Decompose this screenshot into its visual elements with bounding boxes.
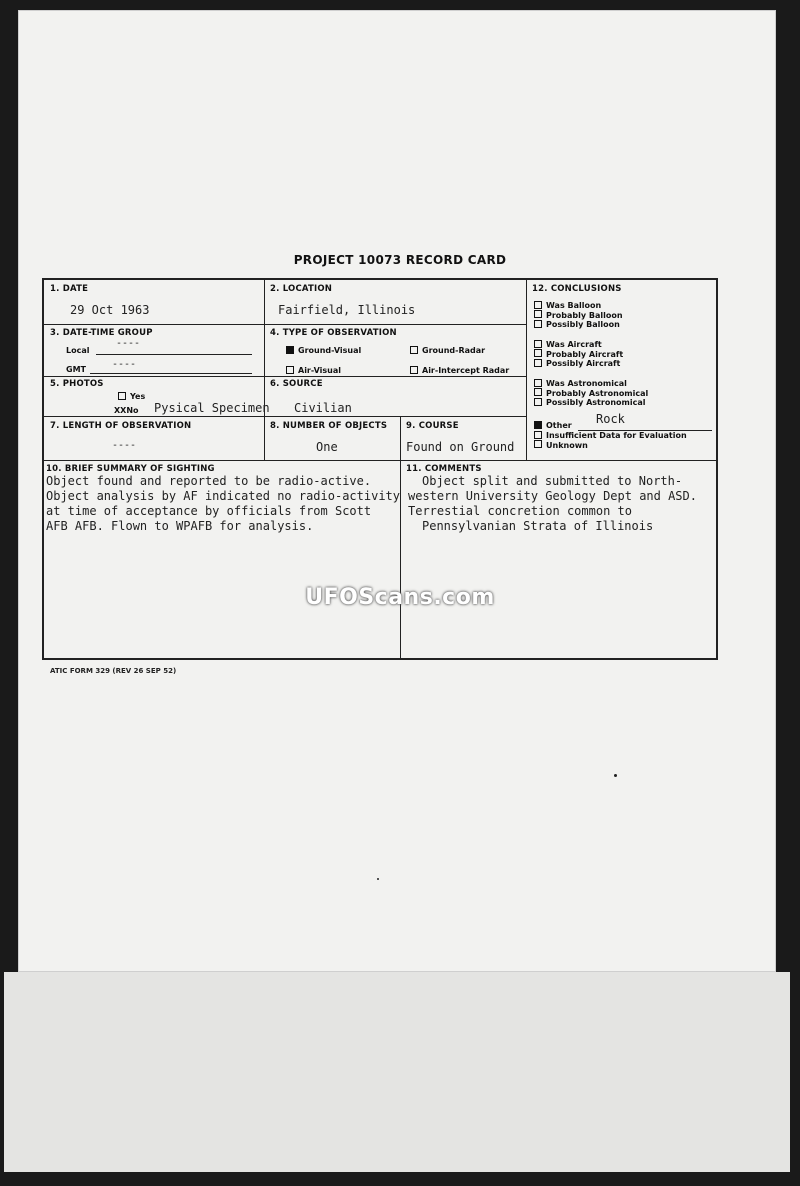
- type-of-observation-label: 4. TYPE OF OBSERVATION: [270, 328, 397, 338]
- summary-line: at time of acceptance by officials from Scott: [46, 504, 372, 518]
- gmt-label: GMT: [66, 365, 86, 374]
- source-value: Civilian: [294, 401, 352, 415]
- form-id: ATIC FORM 329 (REV 26 SEP 52): [50, 667, 177, 675]
- checkbox-icon: [534, 301, 542, 309]
- date-value: 29 Oct 1963: [70, 303, 150, 317]
- speck: [377, 878, 379, 880]
- conclusions-final-group: [534, 431, 687, 450]
- conclusion-insufficient-data[interactable]: Insufficient Data for Evaluation: [534, 431, 687, 441]
- conclusions-balloon-group: [534, 301, 623, 330]
- conclusion-other-value: Rock: [596, 412, 625, 426]
- page-lower-margin: [4, 972, 790, 1172]
- photos-note: Pysical Specimen: [154, 401, 270, 415]
- checkbox-icon: [534, 340, 542, 348]
- checkbox-icon: [534, 349, 542, 357]
- conclusions-label: 12. CONCLUSIONS: [532, 284, 622, 294]
- summary-line: AFB AFB. Flown to WPAFB for analysis.: [46, 519, 314, 533]
- comments-line: Terrestial concretion common to: [408, 504, 632, 518]
- checkbox-icon: [534, 431, 542, 439]
- local-label: Local: [66, 346, 90, 355]
- option-air-intercept-radar[interactable]: Air-Intercept Radar: [410, 366, 509, 375]
- summary-label: 10. BRIEF SUMMARY OF SIGHTING: [46, 464, 215, 474]
- comments-line: Object split and submitted to North-: [422, 474, 683, 488]
- course-label: 9. COURSE: [406, 421, 459, 431]
- number-of-objects-label: 8. NUMBER OF OBJECTS: [270, 421, 388, 431]
- checkbox-checked-icon: [534, 421, 542, 429]
- local-value: ----: [116, 338, 141, 349]
- photos-label: 5. PHOTOS: [50, 379, 104, 389]
- course-value: Found on Ground: [406, 440, 515, 454]
- conclusion-other[interactable]: Other: [534, 421, 572, 430]
- checkbox-icon: [286, 366, 294, 374]
- source-label: 6. SOURCE: [270, 379, 323, 389]
- location-label: 2. LOCATION: [270, 284, 333, 294]
- conclusion-possibly-aircraft[interactable]: Possibly Aircraft: [534, 359, 623, 369]
- checkbox-icon: [534, 379, 542, 387]
- comments-line: western University Geology Dept and ASD.: [408, 489, 697, 503]
- checkbox-icon: [410, 366, 418, 374]
- length-value: ----: [112, 440, 137, 451]
- number-of-objects-value: One: [316, 440, 338, 454]
- watermark: UFOScans.com: [305, 585, 495, 610]
- checkbox-icon: [118, 392, 126, 400]
- summary-line: Object found and reported to be radio-active.: [46, 474, 372, 488]
- checkbox-icon: [410, 346, 418, 354]
- date-time-group-label: 3. DATE-TIME GROUP: [50, 328, 153, 338]
- card-title: PROJECT 10073 RECORD CARD: [293, 253, 507, 267]
- checkbox-icon: [534, 359, 542, 367]
- conclusions-astronomical-group: [534, 379, 648, 408]
- checkbox-icon: [534, 310, 542, 318]
- conclusion-probably-balloon[interactable]: Probably Balloon: [534, 311, 623, 321]
- option-ground-radar[interactable]: Ground-Radar: [410, 346, 485, 355]
- comments-label: 11. COMMENTS: [406, 464, 482, 474]
- conclusion-was-aircraft[interactable]: Was Aircraft: [534, 340, 623, 350]
- conclusion-possibly-balloon[interactable]: Possibly Balloon: [534, 320, 623, 330]
- option-air-visual[interactable]: Air-Visual: [286, 366, 341, 375]
- location-value: Fairfield, Illinois: [278, 303, 416, 317]
- checkbox-icon: [534, 388, 542, 396]
- checkbox-icon: [534, 320, 542, 328]
- conclusion-probably-aircraft[interactable]: Probably Aircraft: [534, 350, 623, 360]
- length-label: 7. LENGTH OF OBSERVATION: [50, 421, 192, 431]
- summary-line: Object analysis by AF indicated no radio-activity: [46, 489, 401, 503]
- photos-no[interactable]: XXNo: [114, 406, 139, 415]
- gmt-value: ----: [112, 359, 137, 370]
- comments-line: Pennsylvanian Strata of Illinois: [422, 519, 654, 533]
- option-ground-visual[interactable]: Ground-Visual: [286, 346, 361, 355]
- checkbox-icon: [534, 440, 542, 448]
- conclusion-was-balloon[interactable]: Was Balloon: [534, 301, 623, 311]
- conclusions-aircraft-group: [534, 340, 623, 369]
- conclusion-probably-astronomical[interactable]: Probably Astronomical: [534, 389, 648, 399]
- conclusion-was-astronomical[interactable]: Was Astronomical: [534, 379, 648, 389]
- conclusion-possibly-astronomical[interactable]: Possibly Astronomical: [534, 398, 648, 408]
- checkbox-checked-icon: [286, 346, 294, 354]
- checkbox-icon: [534, 398, 542, 406]
- speck: [614, 774, 617, 777]
- photos-yes[interactable]: Yes: [118, 392, 145, 401]
- conclusion-unknown[interactable]: Unknown: [534, 441, 687, 451]
- date-label: 1. DATE: [50, 284, 89, 294]
